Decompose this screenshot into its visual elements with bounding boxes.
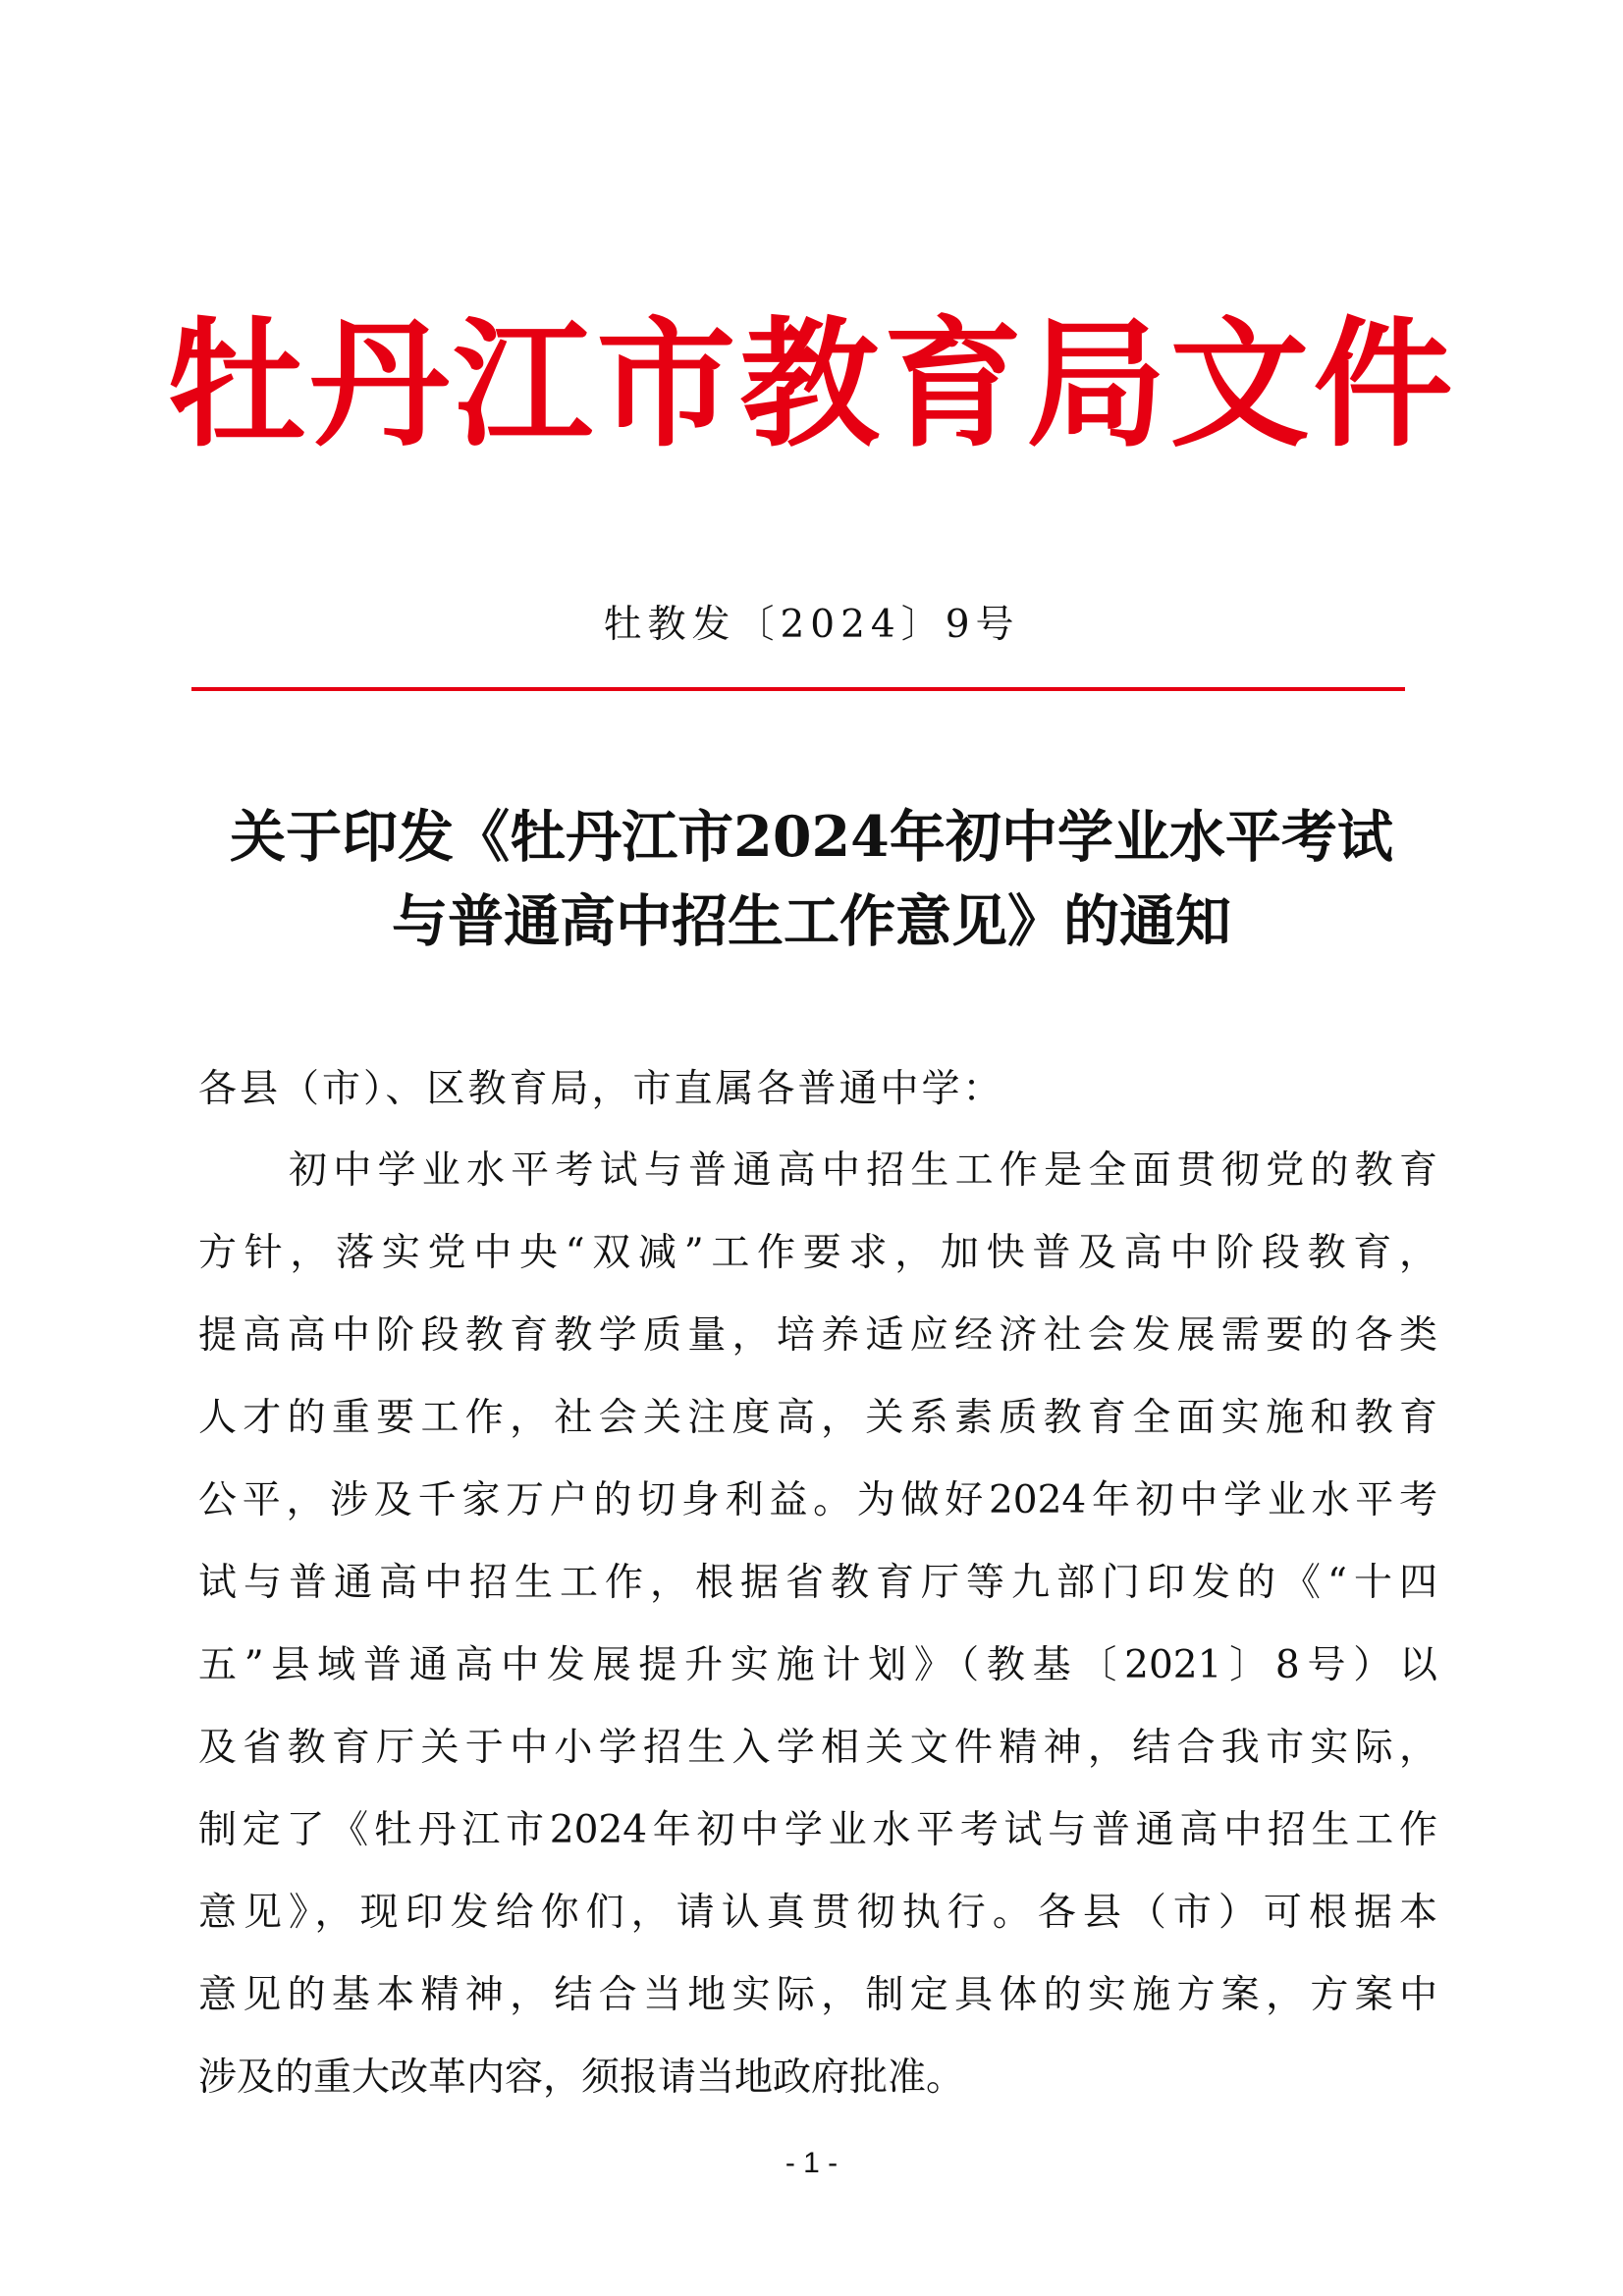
body-line: 人才的重要工作，社会关注度高，关系素质教育全面实施和教育 xyxy=(198,1396,1437,1440)
body-line: 意见的基本精神，结合当地实际，制定具体的实施方案，方案中 xyxy=(198,1973,1437,2017)
body-line: 五”县域普通高中发展提升实施计划》（教基〔2021〕8号）以 xyxy=(198,1643,1437,1687)
body-line: 提高高中阶段教育教学质量，培养适应经济社会发展需要的各类 xyxy=(198,1313,1437,1358)
body-line: 意见》，现印发给你们，请认真贯彻执行。各县（市）可根据本 xyxy=(198,1891,1437,1935)
page-number: - 1 - xyxy=(784,2147,839,2179)
title-line-2: 与普通高中招生工作意见》的通知 xyxy=(392,888,1231,954)
body-text xyxy=(198,1147,1437,2136)
masthead-title: 牡丹江市教育局文件 xyxy=(166,304,1457,466)
title-line-1: 关于印发《牡丹江市2024年初中学业水平考试 xyxy=(230,804,1393,870)
body-line: 制定了《牡丹江市2024年初中学业水平考试与普通高中招生工作 xyxy=(198,1808,1437,1852)
document-number: 牡教发〔2024〕9号 xyxy=(603,603,1020,647)
body-line: 及省教育厅关于中小学招生入学相关文件精神，结合我市实际， xyxy=(198,1726,1437,1770)
body-line: 涉及的重大改革内容，须报请当地政府批准。 xyxy=(198,2056,965,2100)
salutation: 各县（市）、区教育局，市直属各普通中学： xyxy=(198,1067,1004,1111)
red-divider xyxy=(191,687,1405,691)
body-line: 公平，涉及千家万户的切身利益。为做好2024年初中学业水平考 xyxy=(198,1478,1437,1522)
body-line: 方针，落实党中央“双减”工作要求，加快普及高中阶段教育， xyxy=(198,1231,1437,1275)
body-line: 试与普通高中招生工作，根据省教育厅等九部门印发的《“十四 xyxy=(198,1561,1437,1605)
body-line: 初中学业水平考试与普通高中招生工作是全面贯彻党的教育 xyxy=(289,1148,1437,1193)
document-title xyxy=(0,795,1623,964)
